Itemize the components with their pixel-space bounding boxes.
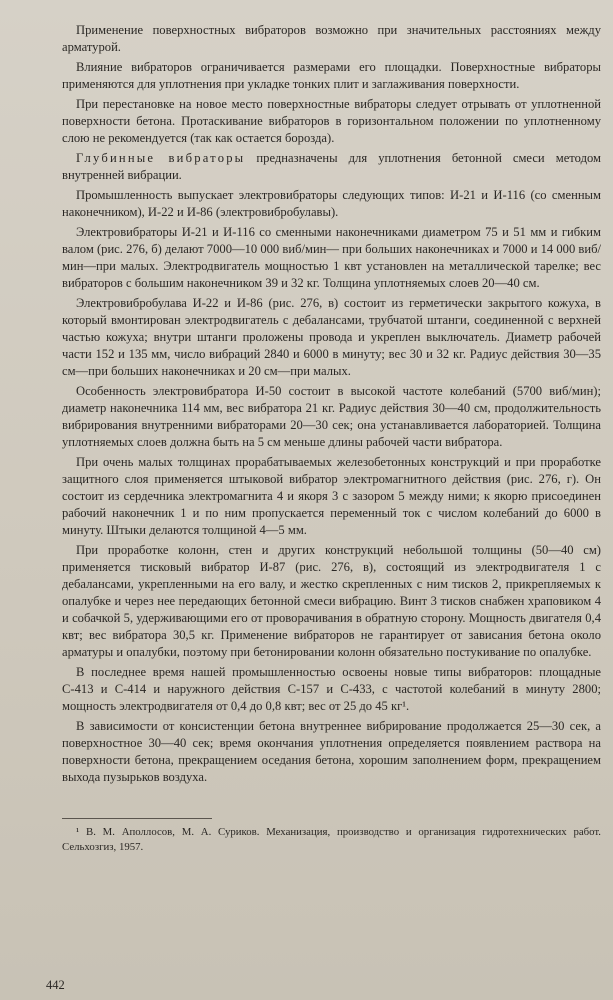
term-deep-vibrators: Глубинные вибраторы bbox=[76, 151, 246, 165]
paragraph-vibrobulava: Электровибробулава И-22 и И-86 (рис. 276, в) состоит из герметически закрытого кожуха, в который вмонтирован электродвигатель с дебалансами, трубчатой штанги, соединенной с верхней частью кожуха; внутри штанги проложены провода и укреплен выключатель. Диаметр рабочей части 152 и 135 мм, число вибраций 2840 и 6000 в минуту; вес 30 и 32 кг. Радиус действия 30—35 см—при больших наконечниках и 20 см—при малых. bbox=[62, 296, 601, 378]
paragraph-deep-vibrators bbox=[62, 150, 601, 184]
paragraph-new-vibrators: В последнее время нашей промышленностью освоены новые типы вибраторов: площадные С-413 и С-414 и наружного действия С-157 и С-433, с частотой колебаний в минуту 2800; мощность электродвигателя от 0,4 до 0,8 квт; вес от 25 до 45 кг¹. bbox=[62, 665, 601, 713]
page-body bbox=[62, 22, 601, 786]
paragraph-vibration-duration: В зависимости от консистенции бетона внутреннее вибрирование продолжается 25—30 сек, а поверхностное 30—40 сек; время окончания уплотнения определяется появлением раствора на поверхности бетона, прекращением оседания бетона, хорошим заполнением форм, прекращением выхода пузырьков воздуха. bbox=[62, 719, 601, 784]
paragraph-surface-vibrators-area: Влияние вибраторов ограничивается размерами его площадки. Поверхностные вибраторы применяются для уплотнения при укладке тонких плит и заглаживания поверхности. bbox=[62, 60, 601, 91]
paragraph-surface-vibrators-use: Применение поверхностных вибраторов возможно при значительных расстояниях между арматурой. bbox=[62, 23, 601, 54]
paragraph-electromagnetic-vibrator: При очень малых толщинах прорабатываемых железобетонных конструкций и при проработке защитного слоя применяется штыковой вибратор электромагнитного действия (рис. 276, г). Он состоит из сердечника электромагнита 4 и якоря 3 с зазором 5 между ними; к якорю присоединен рабочий наконечник 1 и по ним пропускается переменный ток с числом колебаний до 6000 в минуту. Штыки делаются толщиной 4—5 мм. bbox=[62, 455, 601, 537]
deep-vibrators-definition: предназначены для уплотнения бетонной смеси методом внутренней вибрации. bbox=[62, 151, 602, 182]
footnote: ¹ В. М. Аполлосов, М. А. Суриков. Механизация, производство и организация гидротехнических работ. Сельхозгиз, 1957. bbox=[62, 826, 601, 853]
paragraph-vibrator-types: Промышленность выпускает электровибраторы следующих типов: И-21 и И-116 (со сменным наконечником), И-22 и И-86 (электровибробулавы). bbox=[62, 188, 601, 219]
page-number: 442 bbox=[46, 978, 65, 992]
paragraph-i50: Особенность электровибратора И-50 состоит в высокой частоте колебаний (5700 виб/мин); диаметр наконечника 114 мм, вес вибратора 21 кг. Радиус действия 30—40 см, продолжительность вибрирования внутренними вибраторами 20—30 сек; она устанавливается лабораторией. Толщина уплотняемых слоев должна быть на 5 см меньше длины рабочей части вибратора. bbox=[62, 384, 601, 449]
footnote-divider bbox=[62, 818, 212, 819]
paragraph-i21-i116: Электровибраторы И-21 и И-116 со сменными наконечниками диаметром 75 и 51 мм и гибким валом (рис. 276, б) делают 7000—10 000 виб/мин— при больших наконечниках и 7000 и 14 000 виб/мин—при малых. Электродвигатель мощностью 1 квт установлен на металлической тарелке; вес вибраторов с большим наконечником 39 и 32 кг. Толщина уплотняемых слоев 20—40 см. bbox=[62, 225, 601, 290]
paragraph-clamp-vibrator: При проработке колонн, стен и других конструкций небольшой толщины (50—40 см) применяется тисковый вибратор И-87 (рис. 276, в), состоящий из электродвигателя 1 с дебалансами, укрепленными на его валу, и жестко скрепленных с ним тисков 2, прикрепляемых к опалубке и через нее передающих бетонной смеси вибрацию. Винт 3 тисков снабжен храповиком 4 и собачкой 5, удерживающими его от проворачивания в обратную сторону. Мощность двигателя 0,4 квт; вес вибратора 30,5 кг. Применение вибраторов не гарантирует от зависания бетона около арматуры и опалубки, поэтому при бетонировании колонн обязательно постукивание по опалубке. bbox=[62, 543, 601, 659]
paragraph-surface-vibrators-moving: При перестановке на новое место поверхностные вибраторы следует отрывать от уплотненной поверхности бетона. Протаскивание вибраторов в горизонтальном положении по уплотненному слою не рекомендуется (так как остается борозда). bbox=[62, 97, 601, 145]
